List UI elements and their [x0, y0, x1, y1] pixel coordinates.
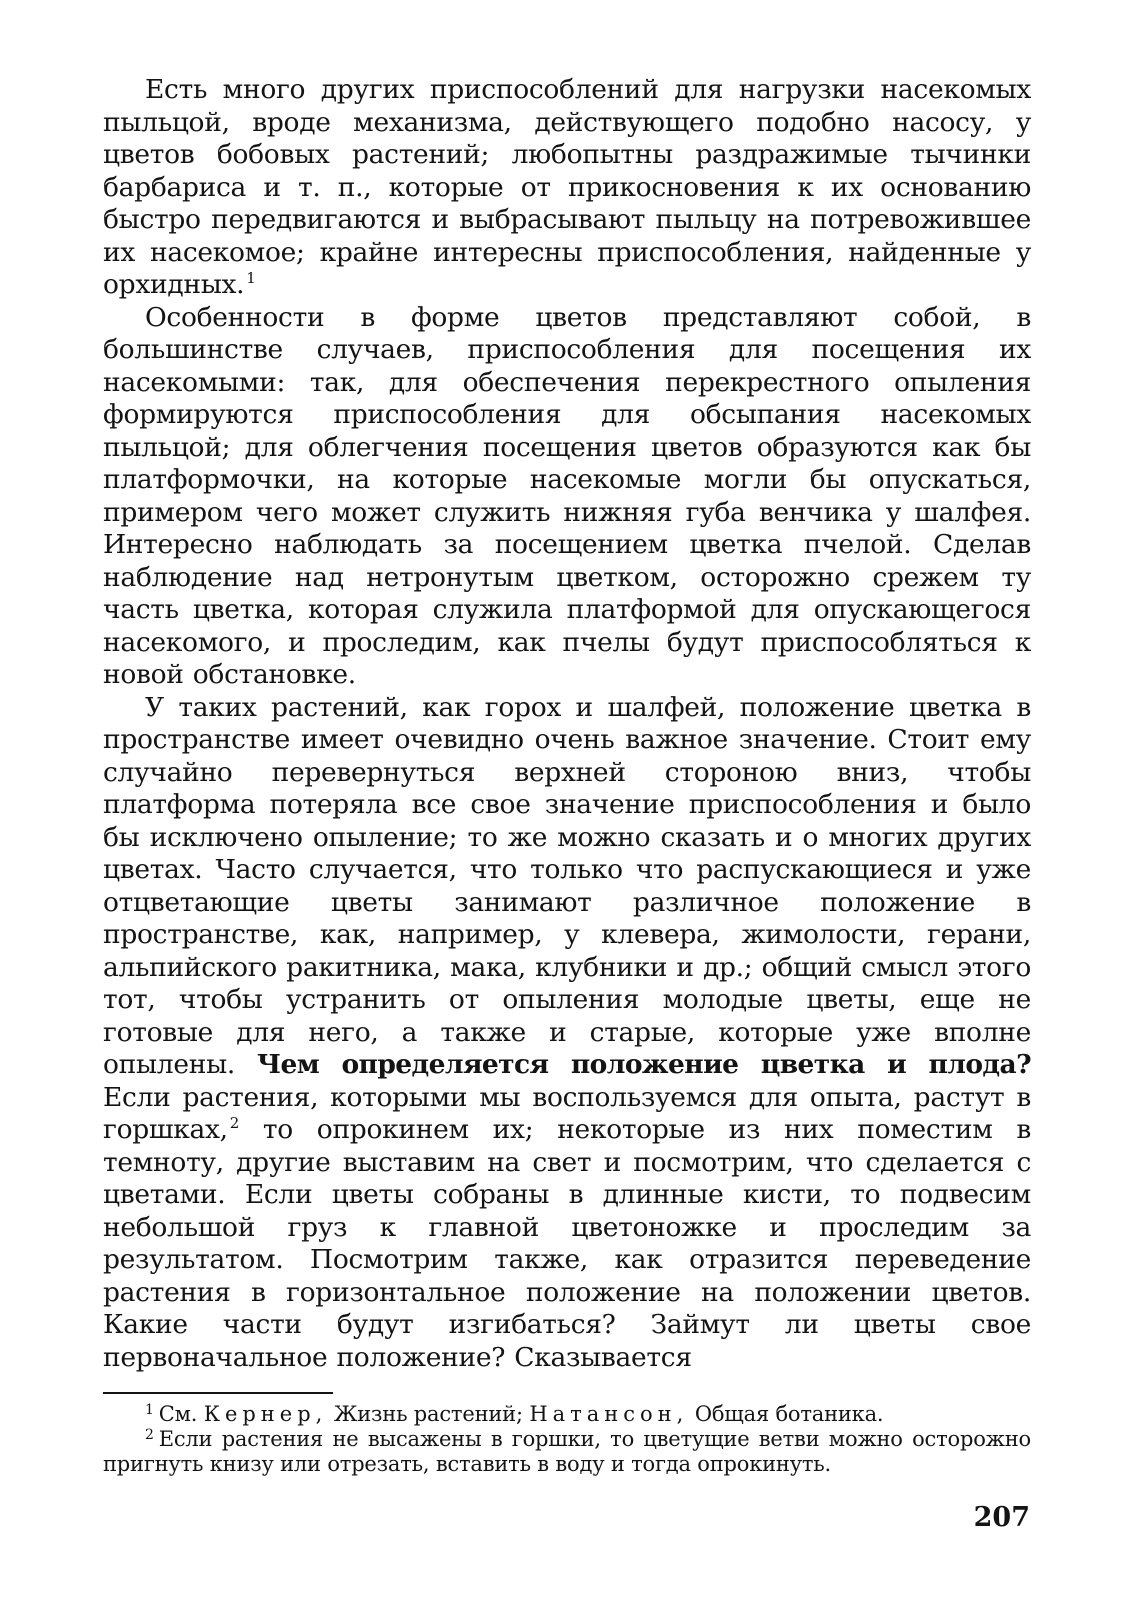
paragraph-3-bold-question: Чем определяется положение цветка и плода?: [256, 1049, 1031, 1080]
footnote-1-mark: 1: [145, 1402, 154, 1418]
footnote-1-text-b: Жизнь растений;: [333, 1402, 523, 1426]
footnote-1-text-a: См.: [158, 1402, 198, 1426]
footnote-ref-1[interactable]: 1: [246, 269, 256, 287]
paragraph-3-text-a: У таких растений, как горох и шалфей, положение цветка в пространстве имеет очевидно очень важное значение. Стоит ему случайно перевернуться верхней стороною вниз, чтобы платформа потеряла все свое значение приспособления и было бы исключено опыление; то же можно сказать и о многих других цветах. Часто случается, что только что распускающиеся и уже отцветающие цветы занимают различное положение в пространстве, как, например, у клевера, жимолости, герани, альпийского ракитника, мака, клубники и др.; общий смысл этого тот, чтобы устранить от опыления молодые цветы, еще не готовые для него, а также и старые, которые уже вполне опылены.: [103, 691, 1031, 1080]
footnote-separator: [103, 1392, 333, 1394]
footnote-ref-2[interactable]: 2: [229, 1114, 240, 1132]
book-page: [103, 74, 1031, 1477]
paragraph-1: [103, 74, 1031, 302]
paragraph-3-text-c: то опрокинем их; некоторые из них поместим в темноту, другие выставим на свет и посмотрим, что сделается с цветами. Если цветы собраны в длинные кисти, то подвесим небольшой груз к главной цветоножке и проследим за результатом. Посмотрим также, как отразится переведение растения в горизонтальное положение на положении цветов. Какие части будут изгибаться? Займут ли цветы свое первоначальное положение? Сказывается: [103, 1114, 1031, 1373]
page-number: 207: [973, 1502, 1030, 1533]
footnote-1-author-1: Кернер,: [203, 1402, 328, 1426]
paragraph-3: [103, 692, 1031, 1375]
footnote-2-mark: 2: [145, 1427, 154, 1443]
footnote-1: [103, 1402, 1031, 1427]
footnote-1-author-2: Натансон,: [529, 1402, 689, 1426]
footnote-1-text-c: Общая ботаника.: [694, 1402, 884, 1426]
paragraph-2: [103, 302, 1031, 692]
paragraph-3-text-b: Если растения, которыми мы воспользуемся для опыта, растут в горшках,: [103, 1081, 1031, 1145]
paragraph-2-text: Особенности в форме цветов представляют собой, в большинстве случаев, приспособления для посещения их насекомыми: так, для обеспечения перекрестного опыления формируются приспособления для обсыпания насекомых пыльцой; для облегчения посещения цветов образуются как бы платформочки, на которые насекомые могли бы опускаться, примером чего может служить нижняя губа венчика у шалфея. Интересно наблюдать за посещением цветка пчелой. Сделав наблюдение над нетронутым цветком, осторожно срежем ту часть цветка, которая служила платформой для опускающегося насекомого, и проследим, как пчелы будут приспособляться к новой обстановке.: [103, 301, 1031, 690]
footnote-2-text: Если растения не высажены в горшки, то цветущие ветви можно осторожно пригнуть книзу или отрезать, вставить в воду и тогда опрокинуть.: [103, 1427, 1031, 1476]
paragraph-1-text: Есть много других приспособлений для нагрузки насекомых пыльцой, вроде механизма, действующего подобно насосу, у цветов бобовых растений; любопытны раздражимые тычинки барбариса и т. п., которые от прикосновения к их основанию быстро передвигаются и выбрасывают пыльцу на потревожившее их насекомое; крайне интересны приспособления, найденные у орхидных.: [103, 74, 1031, 300]
footnote-2: [103, 1427, 1031, 1477]
